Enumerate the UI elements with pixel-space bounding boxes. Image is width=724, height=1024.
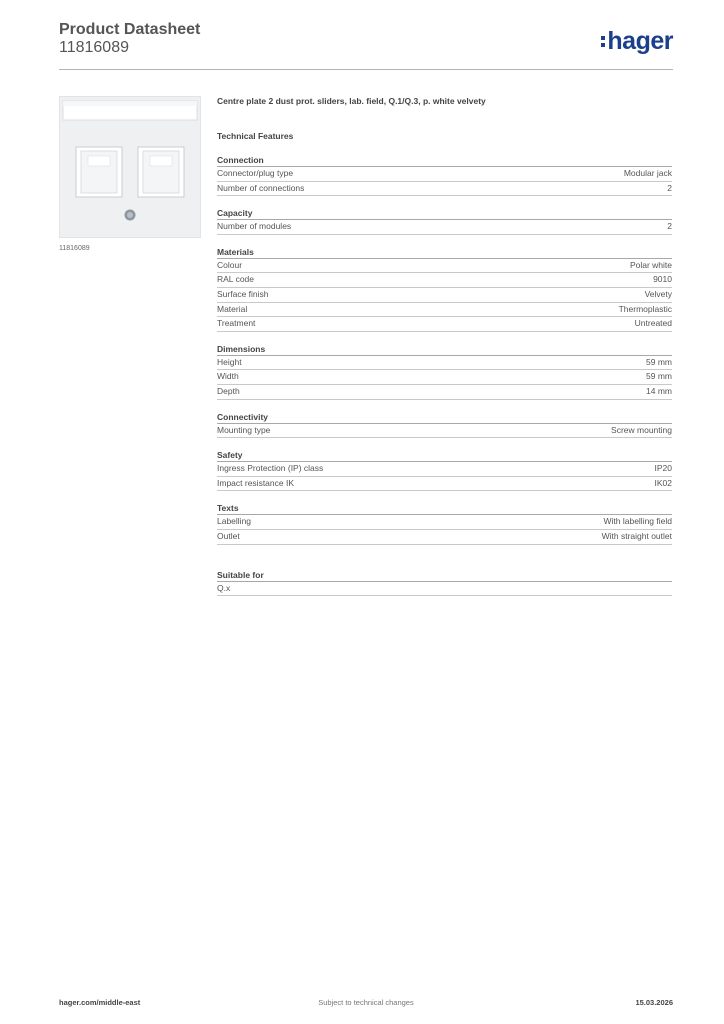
section-texts: [217, 502, 672, 544]
section-title: Materials: [217, 246, 672, 259]
feature-sections: [217, 154, 672, 596]
feature-row: [217, 515, 672, 530]
feature-value: Velvety: [644, 288, 672, 299]
brand-logo-text: hager: [607, 27, 673, 55]
feature-value: Untreated: [634, 318, 672, 329]
feature-row: [217, 220, 672, 235]
feature-value: With straight outlet: [601, 530, 672, 541]
section-title: Suitable for: [217, 569, 672, 582]
section-materials: [217, 246, 672, 332]
feature-row: [217, 167, 672, 182]
section-capacity: [217, 207, 672, 235]
section-title: Safety: [217, 449, 672, 462]
product-description: Centre plate 2 dust prot. sliders, lab. field, Q.1/Q.3, p. white velvety: [217, 96, 486, 106]
feature-row: [217, 424, 672, 439]
feature-row: [217, 530, 672, 545]
feature-value: IK02: [654, 477, 672, 488]
feature-label: Surface finish: [217, 288, 269, 299]
feature-value: 59 mm: [646, 356, 672, 367]
section-dimensions: [217, 343, 672, 400]
feature-label: Ingress Protection (IP) class: [217, 463, 324, 474]
feature-value: With labelling field: [603, 516, 672, 527]
feature-label: Number of connections: [217, 182, 305, 193]
feature-label: Impact resistance IK: [217, 477, 295, 488]
feature-value: 2: [667, 221, 672, 232]
feature-row: [217, 462, 672, 477]
feature-row: [217, 259, 672, 274]
section-connection: [217, 154, 672, 196]
section-safety: [217, 449, 672, 491]
feature-value: Polar white: [629, 259, 672, 270]
header-divider: [59, 69, 673, 70]
section-title: Dimensions: [217, 343, 672, 356]
feature-label: Connector/plug type: [217, 168, 294, 178]
feature-value: Modular jack: [623, 168, 672, 178]
page-header: [59, 21, 673, 71]
feature-label: Labelling: [217, 516, 252, 527]
feature-row: [217, 477, 672, 492]
section-suitable-for: [217, 569, 672, 597]
feature-label: Width: [217, 371, 239, 382]
centre-plate-illustration: [60, 97, 200, 237]
feature-label: Colour: [217, 259, 243, 270]
feature-value: Thermoplastic: [618, 303, 672, 314]
section-title: Texts: [217, 502, 672, 515]
feature-value: 14 mm: [646, 385, 672, 396]
footer-date: 15.03.2026: [635, 998, 673, 1007]
feature-value: 59 mm: [646, 371, 672, 382]
feature-value: 2: [667, 182, 672, 193]
feature-value: IP20: [654, 463, 672, 474]
product-number: 11816089: [59, 39, 129, 56]
feature-row: [217, 370, 672, 385]
feature-row: [217, 288, 672, 303]
feature-row: [217, 303, 672, 318]
feature-label: Mounting type: [217, 424, 271, 435]
technical-features-title: Technical Features: [217, 131, 294, 141]
section-title: Connection: [217, 154, 672, 167]
feature-label: Outlet: [217, 530, 240, 541]
brand-logo: [601, 27, 673, 56]
feature-label: Q.x: [217, 582, 231, 593]
feature-label: Material: [217, 303, 248, 314]
footer-website: hager.com/middle-east: [59, 998, 141, 1007]
feature-row: [217, 356, 672, 371]
feature-row: [217, 582, 672, 597]
feature-label: Treatment: [217, 318, 256, 329]
product-image: [59, 96, 201, 238]
feature-label: Number of modules: [217, 221, 292, 232]
feature-label: Height: [217, 356, 242, 367]
section-title: Capacity: [217, 207, 672, 220]
feature-label: RAL code: [217, 274, 255, 285]
feature-row: [217, 317, 672, 332]
feature-value: 9010: [653, 274, 672, 285]
section-connectivity: [217, 411, 672, 439]
section-title: Connectivity: [217, 411, 672, 424]
feature-row: [217, 182, 672, 197]
feature-row: [217, 273, 672, 288]
feature-value: Screw mounting: [611, 424, 672, 435]
datasheet-content: [217, 94, 672, 596]
footer-disclaimer: Subject to technical changes: [318, 998, 414, 1007]
feature-row: [217, 385, 672, 400]
logo-dots-icon: [601, 36, 605, 47]
feature-label: Depth: [217, 385, 240, 396]
image-caption: 11816089: [59, 245, 90, 252]
page-title: Product Datasheet: [59, 21, 201, 38]
